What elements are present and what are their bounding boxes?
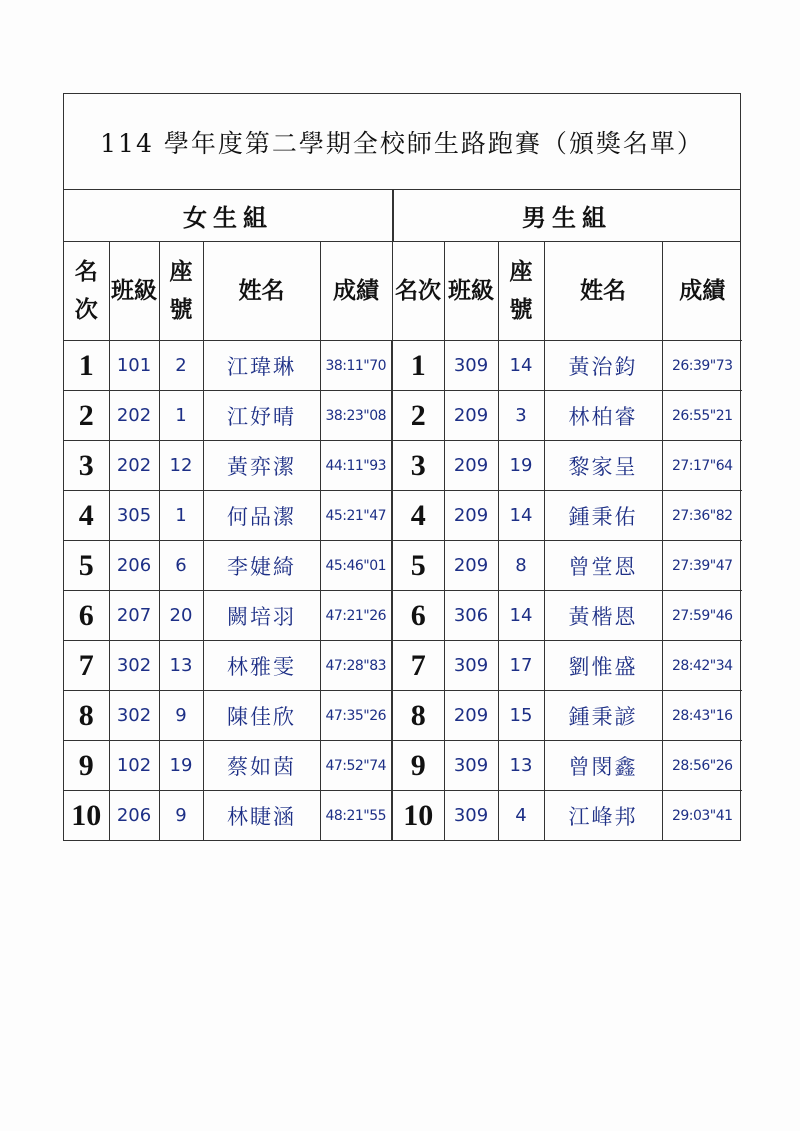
female-class-cell: 102 [109,741,159,791]
table-row [64,791,742,841]
table-row [64,491,742,541]
male-seat-cell: 8 [498,541,544,591]
male-seat-cell: 17 [498,641,544,691]
female-time-cell: 47:52"74 [320,741,392,791]
rank-cell: 1 [64,341,109,391]
male-seat-cell: 4 [498,791,544,841]
female-time-cell: 47:35"26 [320,691,392,741]
male-group-heading: 男生組 [522,203,612,232]
male-name-cell: 江峰邦 [544,791,662,841]
table-row [64,391,742,441]
table-row [64,691,742,741]
rank-cell: 6 [392,591,444,641]
female-name-cell: 闕培羽 [203,591,320,641]
rank-cell: 9 [392,741,444,791]
female-name-cell: 林睫涵 [203,791,320,841]
rank-cell: 7 [64,641,109,691]
rank-cell: 1 [392,341,444,391]
male-time-cell: 27:36"82 [662,491,742,541]
table-row [64,641,742,691]
male-name-cell: 黎家呈 [544,441,662,491]
female-name-cell: 何品潔 [203,491,320,541]
female-name-cell: 李婕綺 [203,541,320,591]
male-time-cell: 27:39"47 [662,541,742,591]
male-time-cell: 28:42"34 [662,641,742,691]
male-time-cell: 27:59"46 [662,591,742,641]
male-class-cell: 309 [444,341,498,391]
male-class-cell: 306 [444,591,498,641]
female-seat-cell: 13 [159,641,203,691]
female-class-cell: 302 [109,691,159,741]
female-class-cell: 207 [109,591,159,641]
female-group-heading: 女生組 [64,190,394,241]
male-seat-cell: 13 [498,741,544,791]
male-name-cell: 林柏睿 [544,391,662,441]
female-class-cell: 202 [109,441,159,491]
col-header-seat: 座號 [159,242,203,341]
male-name-cell: 曾閔鑫 [544,741,662,791]
results-table [64,242,742,840]
female-time-cell: 38:11"70 [320,341,392,391]
male-time-cell: 29:03"41 [662,791,742,841]
male-class-cell: 209 [444,441,498,491]
female-class-cell: 206 [109,541,159,591]
male-class-cell: 309 [444,641,498,691]
rank-cell: 3 [392,441,444,491]
male-time-cell: 26:39"73 [662,341,742,391]
male-seat-cell: 14 [498,341,544,391]
female-name-cell: 江瑋琳 [203,341,320,391]
male-seat-cell: 14 [498,591,544,641]
male-time-cell: 28:43"16 [662,691,742,741]
rank-cell: 8 [64,691,109,741]
female-time-cell: 38:23"08 [320,391,392,441]
male-seat-cell: 15 [498,691,544,741]
female-time-cell: 47:21"26 [320,591,392,641]
col-header-name: 姓名 [544,242,662,341]
award-list-sheet [63,93,741,841]
rank-cell: 5 [64,541,109,591]
col-header-score: 成績 [662,242,742,341]
male-name-cell: 鍾秉諺 [544,691,662,741]
rank-cell: 4 [392,491,444,541]
male-class-cell: 309 [444,791,498,841]
male-class-cell: 209 [444,491,498,541]
female-name-cell: 江妤晴 [203,391,320,441]
rank-cell: 10 [392,791,444,841]
female-class-cell: 302 [109,641,159,691]
table-row [64,441,742,491]
female-seat-cell: 1 [159,391,203,441]
rank-cell: 10 [64,791,109,841]
female-time-cell: 48:21"55 [320,791,392,841]
male-time-cell: 27:17"64 [662,441,742,491]
male-name-cell: 劉惟盛 [544,641,662,691]
col-header-rank: 名次 [64,242,109,341]
col-header-rank: 名次 [392,242,444,341]
rank-cell: 3 [64,441,109,491]
female-class-cell: 305 [109,491,159,541]
female-name-cell: 陳佳欣 [203,691,320,741]
male-seat-cell: 3 [498,391,544,441]
rank-cell: 6 [64,591,109,641]
rank-cell: 2 [392,391,444,441]
rank-cell: 5 [392,541,444,591]
female-name-cell: 林雅雯 [203,641,320,691]
col-header-class: 班級 [444,242,498,341]
female-name-cell: 黃弈潔 [203,441,320,491]
male-time-cell: 26:55"21 [662,391,742,441]
male-name-cell: 鍾秉佑 [544,491,662,541]
female-time-cell: 45:46"01 [320,541,392,591]
female-seat-cell: 20 [159,591,203,641]
rank-cell: 2 [64,391,109,441]
male-class-cell: 309 [444,741,498,791]
col-header-score: 成績 [320,242,392,341]
female-seat-cell: 6 [159,541,203,591]
male-seat-cell: 14 [498,491,544,541]
male-class-cell: 209 [444,541,498,591]
female-seat-cell: 9 [159,691,203,741]
table-row [64,591,742,641]
group-header-row [64,190,740,242]
female-seat-cell: 12 [159,441,203,491]
rank-cell: 8 [392,691,444,741]
rank-cell: 7 [392,641,444,691]
table-row [64,541,742,591]
female-time-cell: 47:28"83 [320,641,392,691]
male-class-cell: 209 [444,391,498,441]
female-time-cell: 45:21"47 [320,491,392,541]
male-name-cell: 黃楷恩 [544,591,662,641]
female-seat-cell: 1 [159,491,203,541]
female-class-cell: 101 [109,341,159,391]
col-header-seat: 座號 [498,242,544,341]
table-row [64,341,742,391]
col-header-class: 班級 [109,242,159,341]
male-seat-cell: 19 [498,441,544,491]
female-name-cell: 蔡如茵 [203,741,320,791]
female-class-cell: 206 [109,791,159,841]
table-row [64,741,742,791]
column-header-row [64,242,742,341]
male-name-cell: 黃治鈞 [544,341,662,391]
female-class-cell: 202 [109,391,159,441]
male-time-cell: 28:56"26 [662,741,742,791]
male-class-cell: 209 [444,691,498,741]
female-seat-cell: 19 [159,741,203,791]
rank-cell: 9 [64,741,109,791]
female-seat-cell: 2 [159,341,203,391]
page-title: 114 學年度第二學期全校師生路跑賽（頒獎名單） [64,94,740,190]
col-header-name: 姓名 [203,242,320,341]
female-seat-cell: 9 [159,791,203,841]
male-name-cell: 曾堂恩 [544,541,662,591]
female-time-cell: 44:11"93 [320,441,392,491]
rank-cell: 4 [64,491,109,541]
